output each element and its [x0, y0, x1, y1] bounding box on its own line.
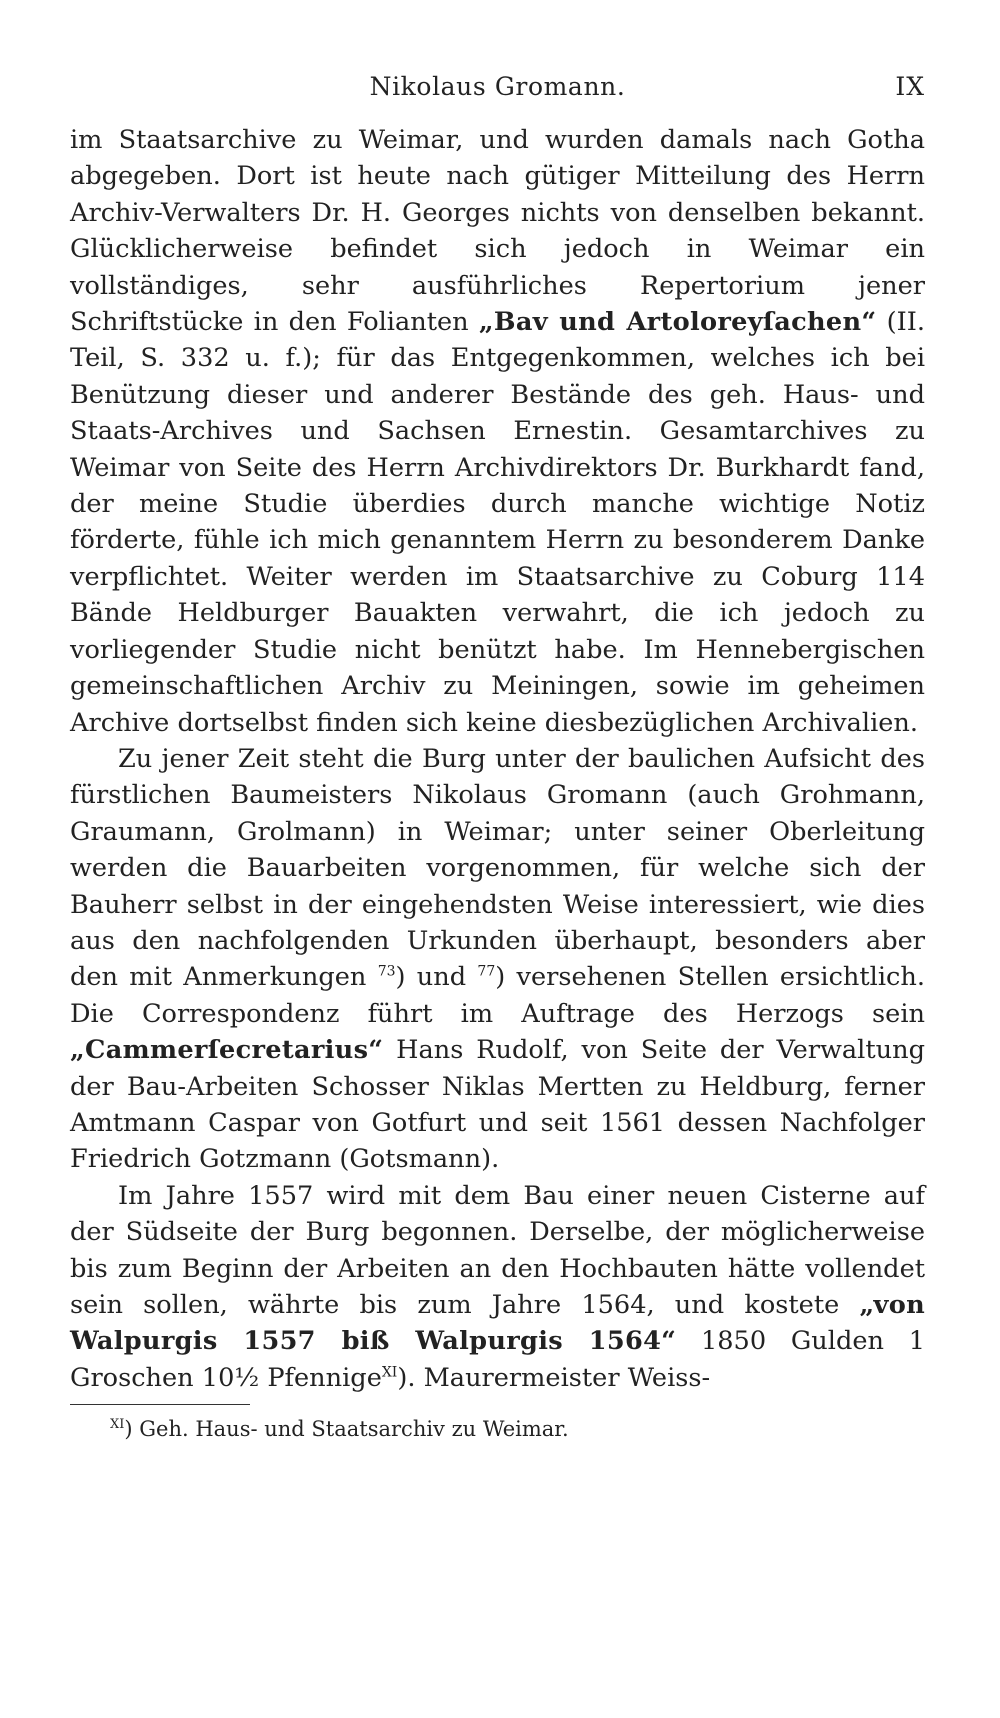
fraktur-quote: „Cammerſecretarius“ — [70, 1035, 384, 1066]
page-header — [70, 62, 925, 122]
footnote — [110, 1414, 569, 1444]
page — [70, 62, 925, 1396]
text-segment: ). Maurermeister Weiss- — [397, 1362, 711, 1393]
text-segment: ) versehenen Stellen ersichtlich. Die Correspondenz führt im Auftrage des Herzogs sein — [70, 962, 925, 1029]
text-segment: Hans Rudolf, von Seite der Verwaltung der Bau-Arbeiten Schosser Niklas Mertten zu Heldburg, ferner Amtmann Caspar von Gotfurt und seit 1561 dessen Nachfolger Friedrich Gotzmann (Gotsmann). — [70, 1035, 925, 1175]
paragraph-3 — [70, 1178, 925, 1396]
fraktur-quote: „von Walpurgis 1557 biß Walpurgis 1564“ — [70, 1290, 925, 1357]
text-segment: Im Jahre 1557 wird mit dem Bau einer neuen Cisterne auf der Südseite der Burg begonnen. Derselbe, der möglicherweise bis zum Beginn der Arbeiten an den Hochbauten hätte vollendet sein sollen, währte bis zum Jahre 1564, und kostete — [70, 1180, 925, 1320]
note-reference: 77 — [477, 963, 496, 980]
footnote-divider — [70, 1404, 250, 1405]
note-reference: XI — [381, 1364, 398, 1381]
text-segment: (II. Teil, S. 332 u. f.); für das Entgegenkommen, welches ich bei Benützung dieser und anderer Bestände des geh. Haus- und Staats-Archives und Sachsen Ernestin. Gesamtarchives zu Weimar von Seite des Herrn Archivdirektors Dr. Burkhardt fand, der meine Studie überdies durch manche wichtige Notiz förderte, fühle ich mich genanntem Herrn zu besonderem Danke verpflichtet. Weiter werden im Staatsarchive zu Coburg 114 Bände Heldburger Bauakten verwahrt, die ich jedoch zu vorliegender Studie nicht benützt habe. Im Hennebergischen gemeinschaftlichen Archiv zu Meiningen, sowie im geheimen Archive dortselbst finden sich keine diesbezüglichen Archivalien. — [70, 307, 925, 738]
footnote-text: ) Geh. Haus- und Staatsarchiv zu Weimar. — [124, 1417, 569, 1441]
text-segment: 1850 Gulden 1 Groschen 10½ Pfennige — [70, 1326, 925, 1393]
note-reference: 73 — [377, 963, 396, 980]
footnote-mark: XI — [110, 1417, 125, 1432]
fraktur-quote: „Bav und Artoloreyſachen“ — [478, 307, 877, 338]
page-number: IX — [895, 72, 925, 101]
paragraph-2 — [70, 741, 925, 1178]
running-title: Nikolaus Gromann. — [369, 72, 626, 101]
paragraph-1 — [70, 122, 925, 741]
text-segment: Zu jener Zeit steht die Burg unter der baulichen Aufsicht des fürstlichen Baumeisters Nikolaus Gromann (auch Grohmann, Graumann, Grolmann) in Weimar; unter seiner Oberleitung werden die Bauarbeiten vorgenommen, für welche sich der Bauherr selbst in der eingehendsten Weise interessiert, wie dies aus den nachfolgenden Urkunden überhaupt, besonders aber den mit Anmerkungen — [70, 743, 925, 993]
body-text — [70, 122, 925, 1396]
text-segment: im Staatsarchive zu Weimar, und wurden damals nach Gotha abgegeben. Dort ist heute nach gütiger Mitteilung des Herrn Archiv-Verwalters Dr. H. Georges nichts von denselben bekannt. Glücklicherweise befindet sich jedoch in Weimar ein vollständiges, sehr ausführliches Repertorium jener Schriftstücke in den Folianten — [70, 125, 925, 338]
text-segment: ) und — [395, 962, 478, 993]
